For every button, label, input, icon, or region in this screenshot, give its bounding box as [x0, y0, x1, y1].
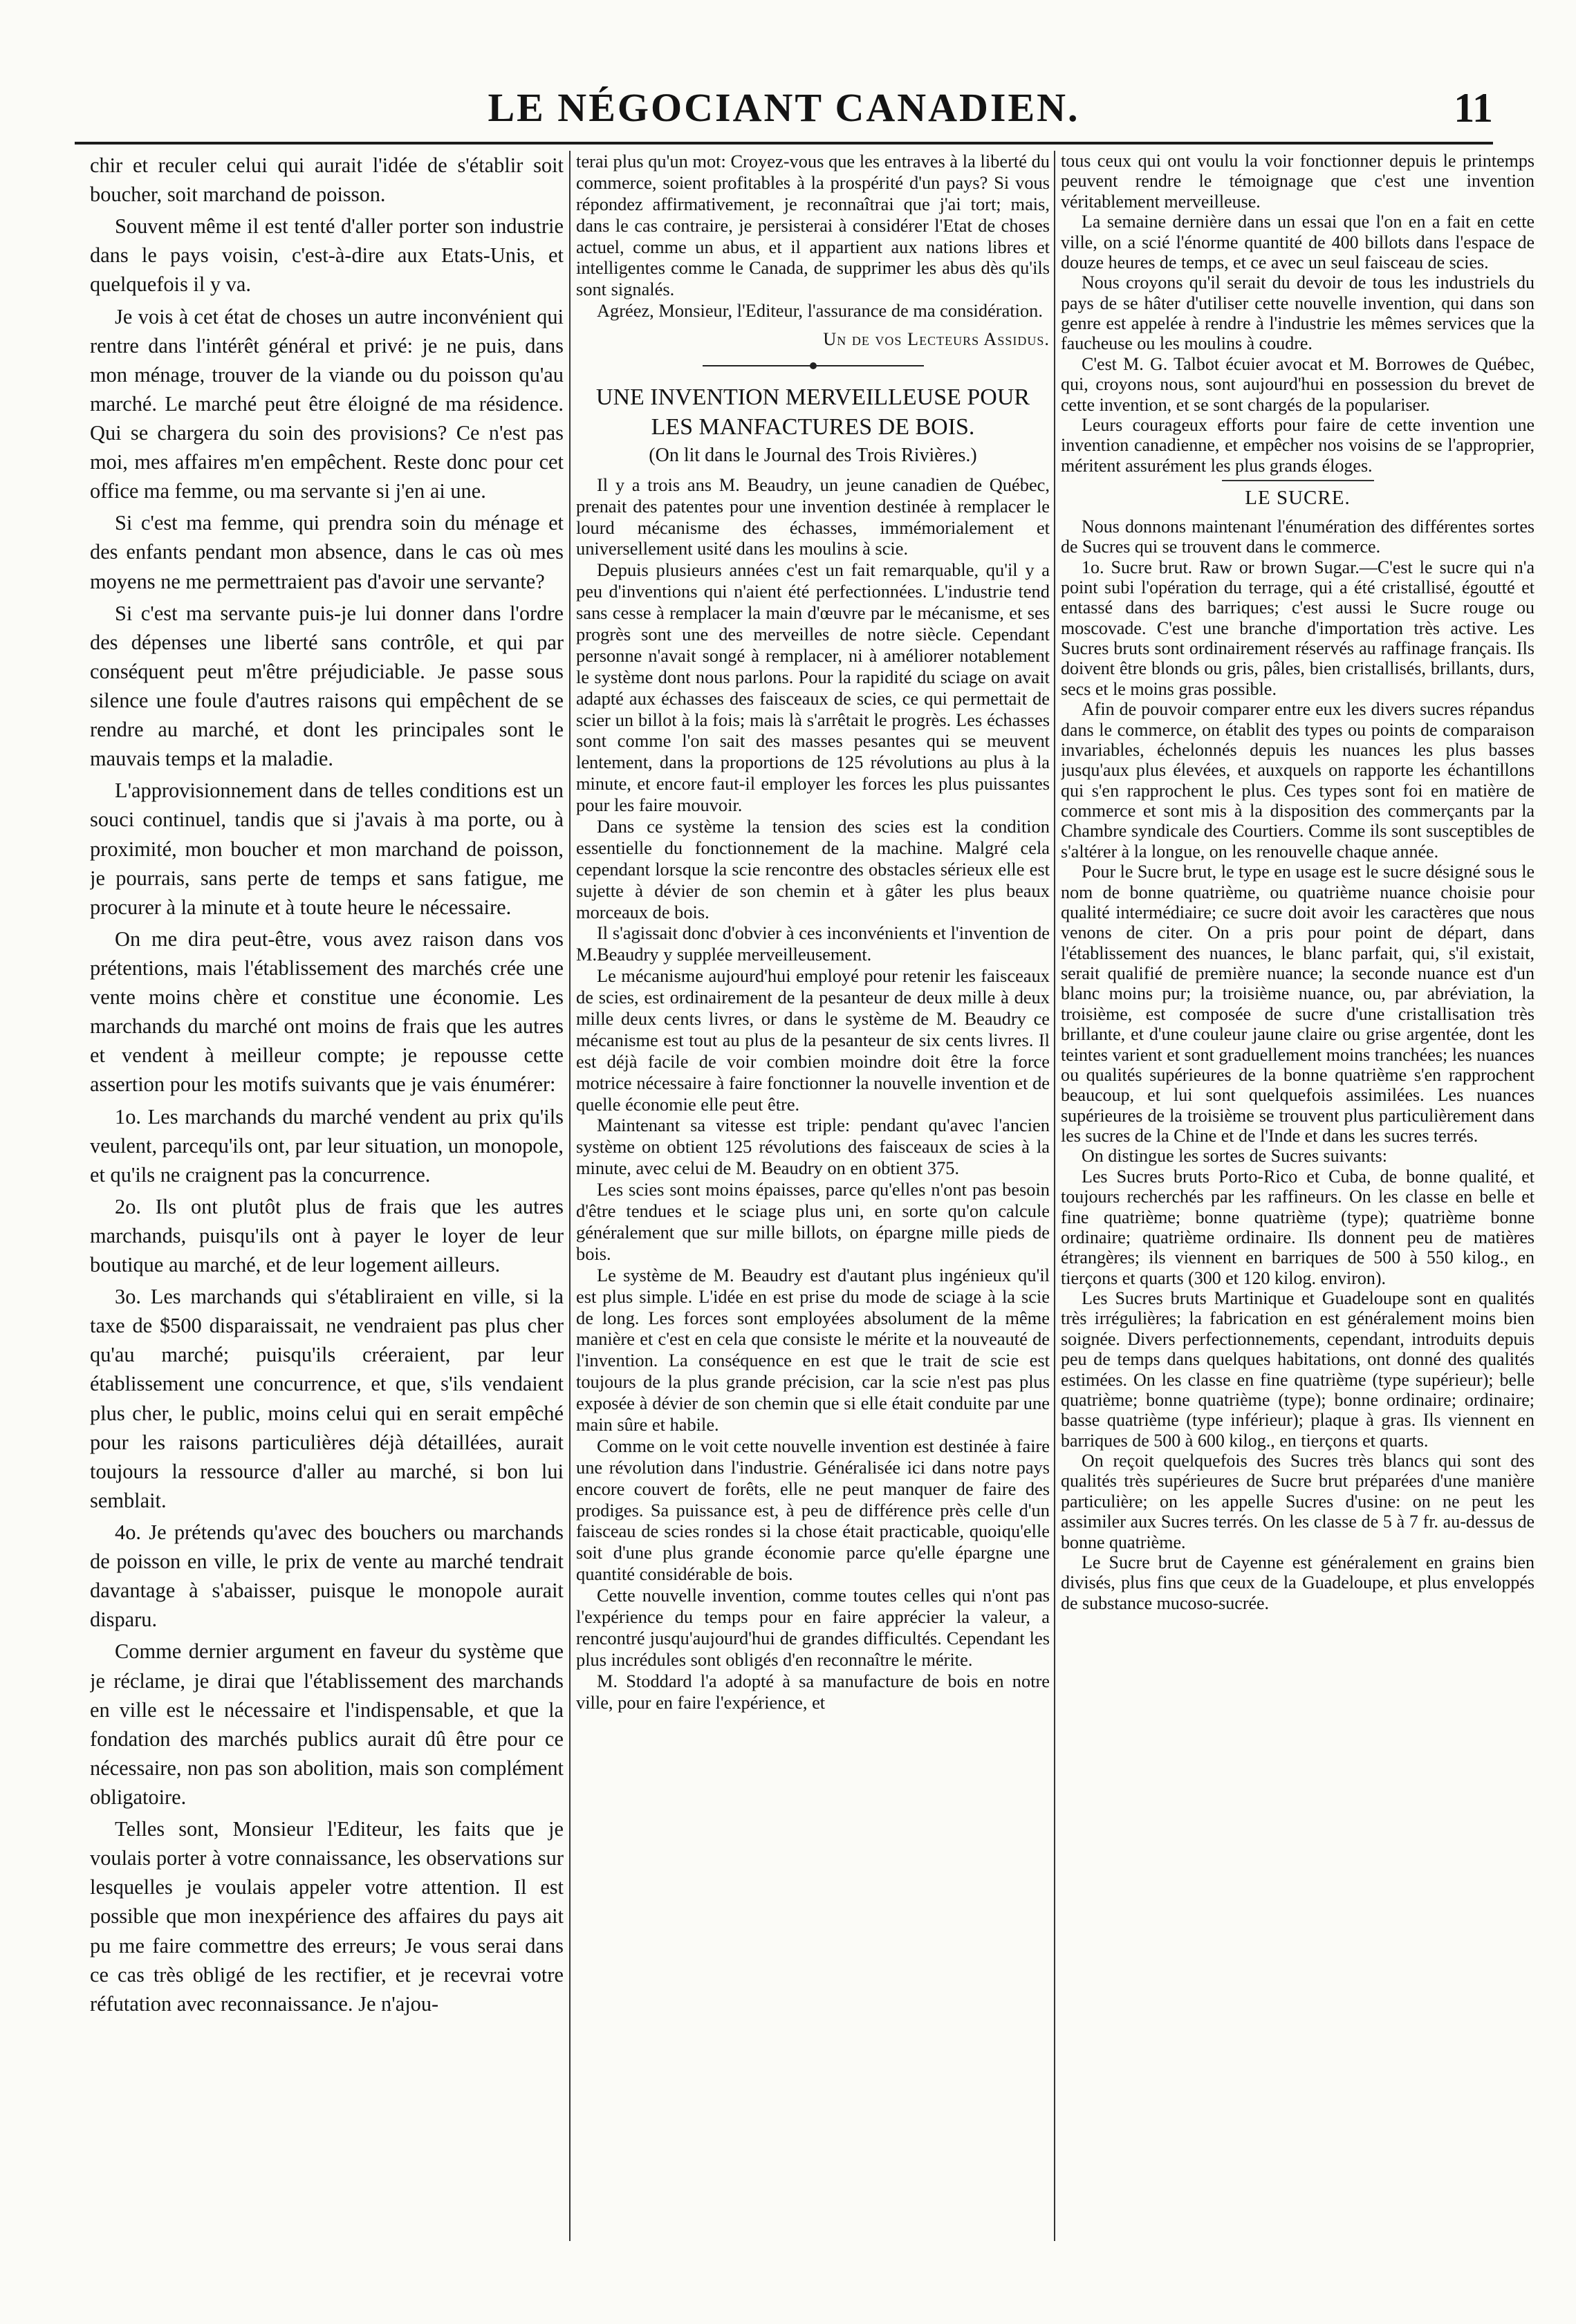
column-1 — [90, 151, 564, 2248]
section-divider — [1222, 480, 1374, 481]
paragraph: Le système de M. Beaudry est d'autant plus ingénieux qu'il est plus simple. L'idée en est prise du mode de sciage à la scie de long. Les forces sont employées absolument de la même manière et c'est en cela que consiste le mérite et la nouveauté de l'invention. La conséquence en est que le trait de scie est toujours de la plus grande précision, car la scie n'est pas plus exposée à dévier de son chemin que si elle était conduite par une main sûre et habile. — [576, 1264, 1050, 1435]
paragraph: Le mécanisme aujourd'hui employé pour retenir les faisceaux de scies, est ordinairement de la pesanteur de deux mille à deux mille deux cents livres, or dans le système de M. Beaudry ce mécanisme est tout au plus de la pesanteur de six cents livres. Il est déjà facile de voir combien moindre doit être la force motrice nécessaire à faire fonctionner la nouvelle invention et de quelle économie elle peut être. — [576, 965, 1050, 1115]
paragraph: 1o. Les marchands du marché vendent au prix qu'ils veulent, parcequ'ils ont, par leur situation, un monopole, et qu'ils ne craignent pas la concurrence. — [90, 1104, 564, 1187]
paragraph: Telles sont, Monsieur l'Editeur, les faits que je voulais porter à votre connaissance, les observations sur lesquelles je voulais appeler votre attention. Il est possible que mon inexpérience des affaires du pays ait pu me faire commettre des erreurs; Je vous serai dans ce cas très obligé de les rectifier, et je recevrai votre réfutation avec reconnaissance. Je n'ajou- — [90, 1817, 564, 2016]
column-divider — [1054, 151, 1055, 2241]
header-rule — [75, 142, 1493, 145]
paragraph: 2o. Ils ont plutôt plus de frais que les autres marchands, puisqu'ils ont à payer le loyer de leur boutique au marché, et de leur logement ailleurs. — [90, 1194, 564, 1277]
paragraph: 4o. Je prétends qu'avec des bouchers ou marchands de poisson en ville, le prix de vente au marché tendrait davantage à s'abaisser, puisque le monopole aurait disparu. — [90, 1521, 564, 1632]
paragraph: chir et reculer celui qui aurait l'idée de s'établir soit boucher, soit marchand de poisson. — [90, 154, 564, 207]
article-title-line: LES MANFACTURES DE BOIS. — [651, 413, 975, 440]
paragraph: Le Sucre brut de Cayenne est généralement en grains bien divisés, plus fins que ceux de la Guadeloupe, et plus enveloppés de substance mucoso-sucrée. — [1061, 1552, 1535, 1613]
paragraph: Si c'est ma femme, qui prendra soin du ménage et des enfants pendant mon absence, dans le cas où mes moyens ne me permettraient pas d'avoir une servante? — [90, 511, 564, 593]
paragraph: Comme on le voit cette nouvelle invention est destinée à faire une révolution dans l'industrie. Généralisée ici dans notre pays encore couvert de forêts, elle ne peut manquer de faire des prodiges. Sa puissance est, à peu de différence près celle d'un faisceau de scies rondes si la chose était practicable, quoiqu'elle soit d'une plus grande économie parce qu'elle épargne une quantité considérable de bois. — [576, 1435, 1050, 1585]
paragraph: Cette nouvelle invention, comme toutes celles qui n'ont pas l'expérience du temps pour en faire apprécier la valeur, a rencontré jusqu'aujourd'hui de grandes difficultés. Cependant les plus incrédules sont obligés d'en reconnaître le mérite. — [576, 1585, 1050, 1670]
column-2 — [576, 151, 1050, 2248]
paragraph: Je vois à cet état de choses un autre inconvénient qui rentre dans l'intérêt général et privé: je ne puis, dans mon ménage, trouver de la viande ou du poisson qu'au marché. Le marché peut être éloigné de ma résidence. Qui se chargera du soin des provisions? Ce n'est pas moi, mes affaires m'en empêchent. Reste donc pour cet office ma femme, ou ma servante si j'en ai une. — [90, 304, 564, 503]
paragraph: Les scies sont moins épaisses, parce qu'elles n'ont pas besoin d'être tendues et le sciage plus uni, en sorte qu'on calcule généralement que sur mille billots, on épargne mille pieds de bois. — [576, 1179, 1050, 1264]
column-divider — [569, 151, 571, 2241]
paragraph: On reçoit quelquefois des Sucres très blancs qui sont des qualités très supérieures de Sucre brut préparées d'une manière particulière; on les appelle Sucres d'usine: on ne peut les assimiler aux Sucres terrés. On les classe de 5 à 7 fr. au-dessus de bonne quatrième. — [1061, 1451, 1535, 1552]
article-title — [576, 383, 1050, 442]
section-divider — [703, 365, 924, 366]
paragraph: L'approvisionnement dans de telles conditions est un souci continuel, tandis que si j'avais à ma porte, ou à proximité, mon boucher et mon marchand de poisson, je pourrais, sans perte de temps et sans fatigue, me procurer à la minute et à toute heure le nécessaire. — [90, 779, 564, 919]
paragraph: Nous donnons maintenant l'énumération des différentes sortes de Sucres qui se trouvent dans le commerce. — [1061, 516, 1535, 557]
paragraph: Dans ce système la tension des scies est la condition essentielle du fonctionnement de la machine. Malgré cela cependant lorsque la scie rencontre des obstacles sérieux elle est sujette à dévier de son chemin et à gâter les plus beaux morceaux de bois. — [576, 816, 1050, 922]
page-number: 11 — [1454, 85, 1493, 131]
letter-signature: Un de vos Lecteurs Assidus. — [823, 328, 1050, 350]
page-header — [75, 82, 1493, 131]
paragraph: Les Sucres bruts Martinique et Guadeloupe sont en qualités très irrégulières; la fabrication en est généralement moins bien soignée. Divers perfectionnements, cependant, introduits depuis peu de temps dans quelques habitations, ont donné des qualités estimées. On les classe en fine quatrième (type supérieur); belle quatrième; bonne quatrième (type); bonne ordinaire; ordinaire; basse quatrième (type inférieur); plaque à gras. Ils viennent en barriques de 500 à 600 kilog., en tierçons et quarts. — [1061, 1288, 1535, 1451]
paragraph: Il y a trois ans M. Beaudry, un jeune canadien de Québec, prenait des patentes pour une invention destinée à remplacer le lourd mécanisme des échasses, immémorialement et universellement usité dans les moulins à scie. — [576, 474, 1050, 559]
paragraph: Depuis plusieurs années c'est un fait remarquable, qu'il y a peu d'inventions qui n'aient été perfectionnées. L'industrie tend sans cesse à remplacer la main d'œuvre par le mécanisme, et ses progrès sont une des merveilles de notre siècle. Cependant personne n'avait songé à remplacer, ni à améliorer notablement le système dont nous parlons. Pour la rapidité du sciage on avait adapté aux échasses des faisceaux de scies, ce qui permettait de scier un billot à la fois; mais là s'arrêtait le progrès. Les échasses sont comme l'on sait des masses pesantes qui se meuvent lentement, dans la proportions de 125 révolutions au plus à la minute, et encore faut-il employer les forces les plus puissantes pour les faire mouvoir. — [576, 559, 1050, 816]
paragraph: 3o. Les marchands qui s'établiraient en ville, si la taxe de $500 disparaissait, ne vendraient pas plus cher qu'au marché; puisqu'ils créeraient, par leur établissement une concurrence, et que, s'ils vendaient plus cher, le public, moins celui qui en serait empêché pour les raisons particulières déjà détaillées, aurait toujours la ressource d'aller au marché, si bon lui semblait. — [90, 1285, 564, 1512]
paragraph: C'est M. G. Talbot écuier avocat et M. Borrowes de Québec, qui, croyons nous, sont aujourd'hui en possession du brevet de cette invention, et se sont chargés de la populariser. — [1061, 353, 1535, 415]
section-title: LE SUCRE. — [1245, 487, 1351, 509]
paragraph: Souvent même il est tenté d'aller porter son industrie dans le pays voisin, c'est-à-dire aux Etats-Unis, et quelquefois il y va. — [90, 214, 564, 297]
paragraph: Les Sucres bruts Porto-Rico et Cuba, de bonne qualité, et toujours recherchés par les raffineurs. On les classe en belle et fine quatrième; bonne quatrième (type); quatrième bonne ordinaire; quatrième ordinaire. Ils donnent peu de matières étrangères; ils viennent en barriques de 500 à 550 kilog., en tierçons et quarts (300 et 120 kilog. environ). — [1061, 1166, 1535, 1288]
paragraph: tous ceux qui ont voulu la voir fonctionner depuis le printemps peuvent rendre le témoignage que c'est une invention véritablement merveilleuse. — [1061, 151, 1535, 212]
paragraph: On distingue les sortes de Sucres suivants: — [1082, 1146, 1387, 1166]
paragraph: Nous croyons qu'il serait du devoir de tous les industriels du pays de se hâter d'utiliser cette nouvelle invention, qui dans son genre est appelée à rendre à l'industrie les mêmes services que la faucheuse ou les moulins à coudre. — [1061, 272, 1535, 354]
article-title-line: UNE INVENTION MERVEILLEUSE POUR — [595, 384, 1030, 411]
newspaper-title: LE NÉGOCIANT CANADIEN. — [488, 85, 1080, 130]
paragraph: On me dira peut-être, vous avez raison dans vos prétentions, mais l'établissement des marchés crée une vente moins chère et constitue une économie. Les marchands du marché ont moins de frais que les autres et vendent à meilleur compte; je repousse cette assertion pour les motifs suivants que je vais énumérer: — [90, 927, 564, 1097]
paragraph: M. Stoddard l'a adopté à sa manufacture de bois en notre ville, pour en faire l'expérience, et — [576, 1670, 1050, 1713]
paragraph: Si c'est ma servante puis-je lui donner dans l'ordre des dépenses une liberté sans contrôle, et qui par conséquent peut m'être préjudiciable. Je passe sous silence une foule d'autres raisons qui empêchent de se rendre au marché, et dont les principales sont le mauvais temps et la maladie. — [90, 601, 564, 771]
column-3 — [1061, 151, 1535, 2248]
paragraph: 1o. Sucre brut. Raw or brown Sugar.—C'est le sucre qui n'a point subi l'opération du terrage, qui a été cristallisé, égoutté et entassé dans des barriques; c'est aussi le Sucre rouge ou moscovade. C'est une branche d'importation très active. Les Sucres bruts sont ordinairement réservés au raffinage français. Ils doivent être blonds ou gris, pâles, bien cristallisés, brillants, durs, secs et le moins gras possible. — [1061, 557, 1535, 699]
paragraph: Comme dernier argument en faveur du système que je réclame, je dirai que l'établissement des marchands en ville est le nécessaire et l'indispensable, et que la fondation des marchés publics aurait dû être pour ce nécessaire, non pas son abolition, mais son complément obligatoire. — [90, 1639, 564, 1810]
paragraph: Maintenant sa vitesse est triple: pendant qu'avec l'ancien système on obtient 125 révolutions des faisceaux de scies à la minute, avec celui de M. Beaudry on en obtient 375. — [576, 1115, 1050, 1179]
paragraph: Leurs courageux efforts pour faire de cette invention une invention canadienne, et empêcher nos voisins de se l'approprier, méritent assurément les plus grands éloges. — [1061, 414, 1535, 476]
paragraph: Agréez, Monsieur, l'Editeur, l'assurance de ma considération. — [597, 300, 1043, 322]
article-source: (On lit dans le Journal des Trois Rivières.) — [649, 445, 977, 467]
paragraph: Il s'agissait donc d'obvier à ces inconvénients et l'invention de M.Beaudry y supplée merveilleusement. — [576, 922, 1050, 965]
paragraph: Pour le Sucre brut, le type en usage est le sucre désigné sous le nom de bonne quatrième, ou quatrième nuance choisie pour qualité intermédiaire; ce sucre doit avoir les caractères que nous venons de citer. On a pris pour point de départ, dans l'établissement des nuances, le blanc parfait, qui, s'il existait, serait qualifié de première nuance; la seconde nuance est d'un blanc moins pur; la troisième nuance, ou, par abréviation, la troisième, est composée de sucre d'une cristallisation très brillante, et d'une couleur jaune claire ou grise argentée, dont les teintes varient et sont graduellement moins tranchées; les nuances ou qualités supérieures de la bonne quatrième s'en rapprochent beaucoup, et lui sont quelquefois assimilées. Les nuances supérieures de la troisième se trouvent plus particulièrement dans les sucres de la Chine et de l'Inde et dans les sucres terrés. — [1061, 862, 1535, 1146]
paragraph: La semaine dernière dans un essai que l'on en a fait en cette ville, on a scié l'énorme quantité de 400 billots dans l'espace de douze heures de temps, et ce avec un seul faisceau de scies. — [1061, 212, 1535, 272]
paragraph: Afin de pouvoir comparer entre eux les divers sucres répandus dans le commerce, on établit des types ou points de comparaison invariables, échelonnés depuis les nuances les plus basses jusqu'aux plus élevées, et auxquels on rapporte les échantillons qui s'en rapprochent le plus. Ces types sont foi en matière de commerce et sont mis à la disposition des commerçants par la Chambre syndicale des Courtiers. Comme ils sont susceptibles de s'altérer à la longue, on les renouvelle chaque année. — [1061, 699, 1535, 862]
paragraph: terai plus qu'un mot: Croyez-vous que les entraves à la liberté du commerce, soient profitables à la prospérité d'un pays? Si vous répondez affirmativement, je reconnaîtrai que j'ai tort; mais, dans le cas contraire, je persisterai à considérer l'Etat de choses actuel, comme un abus, et il appartient aux nations libres et intelligentes comme le Canada, de supprimer les abus dès qu'ils sont signalés. — [576, 151, 1050, 300]
